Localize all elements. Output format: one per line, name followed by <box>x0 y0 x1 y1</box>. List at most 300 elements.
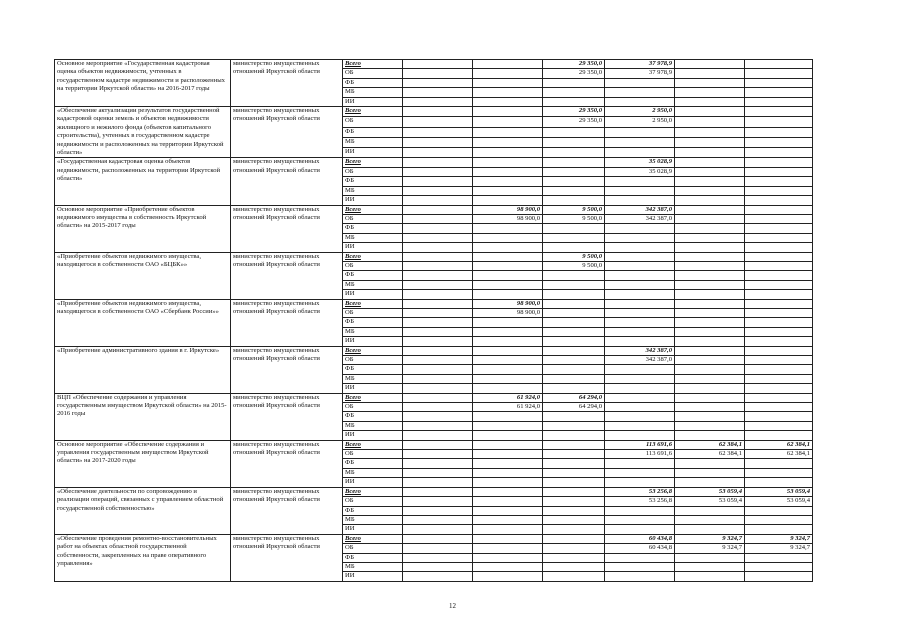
amount-cell <box>473 497 543 506</box>
amount-cell <box>745 525 813 534</box>
amount-cell <box>745 137 813 147</box>
amount-cell: 113 691,6 <box>605 440 675 449</box>
amount-cell <box>745 403 813 412</box>
amount-cell <box>403 261 473 270</box>
funding-source: ИИ <box>343 572 403 581</box>
amount-cell <box>473 468 543 477</box>
funding-source: ИИ <box>343 478 403 487</box>
amount-cell <box>675 117 745 127</box>
amount-cell <box>403 459 473 468</box>
amount-cell <box>745 308 813 317</box>
funding-source: Всего <box>343 534 403 543</box>
amount-cell <box>605 88 675 97</box>
funding-source: МБ <box>343 88 403 97</box>
funding-source: ОБ <box>343 450 403 459</box>
funding-source: Всего <box>343 487 403 496</box>
funding-source: ИИ <box>343 148 403 158</box>
amount-cell <box>675 148 745 158</box>
amount-cell <box>473 337 543 346</box>
amount-cell <box>675 177 745 186</box>
amount-cell <box>675 515 745 524</box>
amount-cell <box>543 167 605 176</box>
amount-cell <box>473 196 543 205</box>
funding-source: ФБ <box>343 365 403 374</box>
table-row <box>55 346 813 355</box>
amount-cell <box>543 233 605 242</box>
amount-cell <box>543 356 605 365</box>
amount-cell <box>403 384 473 393</box>
table-row <box>55 252 813 261</box>
funding-source: ОБ <box>343 308 403 317</box>
amount-cell <box>675 572 745 581</box>
responsible-executor: министерство имущественных отношений Иркутской области <box>231 252 343 299</box>
amount-cell <box>605 177 675 186</box>
amount-cell <box>605 290 675 299</box>
amount-cell <box>543 327 605 336</box>
funding-source: ФБ <box>343 506 403 515</box>
amount-cell <box>403 318 473 327</box>
funding-source: ФБ <box>343 127 403 137</box>
amount-cell <box>473 318 543 327</box>
amount-cell <box>605 148 675 158</box>
amount-cell: 62 384,1 <box>675 450 745 459</box>
amount-cell <box>675 214 745 223</box>
amount-cell <box>473 186 543 195</box>
amount-cell: 9 324,7 <box>745 534 813 543</box>
amount-cell: 9 500,0 <box>543 214 605 223</box>
amount-cell <box>605 78 675 87</box>
amount-cell <box>605 224 675 233</box>
amount-cell <box>745 167 813 176</box>
amount-cell: 60 434,8 <box>605 534 675 543</box>
table-row <box>55 440 813 449</box>
funding-source: Всего <box>343 346 403 355</box>
amount-cell <box>745 468 813 477</box>
table-row <box>55 393 813 402</box>
amount-cell <box>605 459 675 468</box>
funding-source: ИИ <box>343 431 403 440</box>
amount-cell <box>543 127 605 137</box>
activity-name: «Приобретение объектов недвижимого имущества, находящегося в собственности ОАО «Сбербанк России»» <box>55 299 231 346</box>
amount-cell: 53 059,4 <box>675 487 745 496</box>
amount-cell <box>745 186 813 195</box>
amount-cell: 29 350,0 <box>543 60 605 69</box>
amount-cell <box>473 431 543 440</box>
amount-cell <box>543 440 605 449</box>
amount-cell <box>473 356 543 365</box>
amount-cell <box>403 365 473 374</box>
funding-source: ОБ <box>343 356 403 365</box>
amount-cell <box>745 158 813 167</box>
amount-cell <box>675 562 745 571</box>
amount-cell <box>543 544 605 553</box>
amount-cell <box>473 421 543 430</box>
amount-cell <box>605 127 675 137</box>
funding-source: МБ <box>343 468 403 477</box>
amount-cell <box>675 365 745 374</box>
amount-cell <box>605 478 675 487</box>
amount-cell <box>745 148 813 158</box>
amount-cell <box>745 506 813 515</box>
amount-cell <box>605 233 675 242</box>
amount-cell <box>543 196 605 205</box>
amount-cell <box>605 280 675 289</box>
amount-cell <box>675 243 745 252</box>
amount-cell <box>605 393 675 402</box>
amount-cell <box>403 497 473 506</box>
amount-cell <box>745 88 813 97</box>
amount-cell <box>675 346 745 355</box>
amount-cell <box>745 280 813 289</box>
amount-cell <box>543 78 605 87</box>
funding-source: ФБ <box>343 224 403 233</box>
amount-cell <box>605 252 675 261</box>
activity-name: «Обеспечение проведения ремонтно-восстановительных работ на объектах областной государственной собственности, закрепленных на праве оперативного управления» <box>55 534 231 581</box>
funding-source: ИИ <box>343 290 403 299</box>
amount-cell: 98 900,0 <box>473 308 543 317</box>
amount-cell <box>675 127 745 137</box>
amount-cell <box>605 299 675 308</box>
amount-cell <box>403 78 473 87</box>
amount-cell: 29 350,0 <box>543 117 605 127</box>
amount-cell <box>473 412 543 421</box>
amount-cell <box>675 356 745 365</box>
amount-cell: 113 691,6 <box>605 450 675 459</box>
amount-cell <box>473 224 543 233</box>
amount-cell <box>745 346 813 355</box>
amount-cell <box>675 553 745 562</box>
amount-cell <box>473 525 543 534</box>
funding-source: ОБ <box>343 117 403 127</box>
amount-cell <box>605 196 675 205</box>
responsible-executor: министерство имущественных отношений Иркутской области <box>231 60 343 107</box>
amount-cell <box>473 167 543 176</box>
amount-cell: 53 256,8 <box>605 497 675 506</box>
amount-cell <box>605 337 675 346</box>
amount-cell: 342 387,0 <box>605 205 675 214</box>
amount-cell <box>543 468 605 477</box>
responsible-executor: министерство имущественных отношений Иркутской области <box>231 205 343 252</box>
amount-cell <box>473 544 543 553</box>
amount-cell <box>403 327 473 336</box>
amount-cell <box>675 261 745 270</box>
amount-cell <box>605 97 675 106</box>
funding-source: ИИ <box>343 196 403 205</box>
amount-cell <box>473 148 543 158</box>
amount-cell <box>543 384 605 393</box>
amount-cell <box>403 562 473 571</box>
amount-cell <box>473 60 543 69</box>
responsible-executor: министерство имущественных отношений Иркутской области <box>231 393 343 440</box>
amount-cell <box>605 374 675 383</box>
amount-cell <box>745 374 813 383</box>
amount-cell: 37 978,9 <box>605 60 675 69</box>
amount-cell <box>675 337 745 346</box>
funding-source: ОБ <box>343 544 403 553</box>
amount-cell <box>403 158 473 167</box>
amount-cell <box>403 403 473 412</box>
amount-cell <box>403 487 473 496</box>
amount-cell <box>745 459 813 468</box>
amount-cell <box>605 365 675 374</box>
amount-cell <box>745 421 813 430</box>
amount-cell <box>745 205 813 214</box>
amount-cell <box>745 393 813 402</box>
amount-cell <box>675 478 745 487</box>
amount-cell <box>605 271 675 280</box>
amount-cell <box>745 431 813 440</box>
amount-cell <box>473 553 543 562</box>
funding-source: МБ <box>343 280 403 289</box>
amount-cell <box>403 515 473 524</box>
amount-cell <box>403 450 473 459</box>
funding-source: ФБ <box>343 177 403 186</box>
amount-cell <box>675 421 745 430</box>
amount-cell <box>675 468 745 477</box>
amount-cell <box>473 271 543 280</box>
amount-cell <box>473 365 543 374</box>
amount-cell <box>675 403 745 412</box>
amount-cell <box>403 431 473 440</box>
activity-name: Основное мероприятие «Обеспечение содержания и управления государственным имуществом Иркутской области» на 2017-2020 годы <box>55 440 231 487</box>
amount-cell <box>403 393 473 402</box>
responsible-executor: министерство имущественных отношений Иркутской области <box>231 299 343 346</box>
amount-cell <box>403 233 473 242</box>
amount-cell <box>403 137 473 147</box>
amount-cell <box>543 299 605 308</box>
amount-cell <box>473 384 543 393</box>
funding-source: Всего <box>343 252 403 261</box>
amount-cell <box>473 177 543 186</box>
table-row <box>55 60 813 69</box>
amount-cell <box>605 318 675 327</box>
responsible-executor: министерство имущественных отношений Иркутской области <box>231 107 343 158</box>
funding-source: МБ <box>343 186 403 195</box>
funding-source: ОБ <box>343 69 403 78</box>
responsible-executor: министерство имущественных отношений Иркутской области <box>231 440 343 487</box>
amount-cell <box>473 158 543 167</box>
amount-cell <box>745 177 813 186</box>
amount-cell <box>403 290 473 299</box>
funding-source: МБ <box>343 515 403 524</box>
amount-cell <box>675 412 745 421</box>
funding-source: ОБ <box>343 497 403 506</box>
amount-cell <box>403 280 473 289</box>
funding-source: ФБ <box>343 78 403 87</box>
amount-cell: 2 950,0 <box>605 117 675 127</box>
funding-source: МБ <box>343 137 403 147</box>
amount-cell <box>675 78 745 87</box>
amount-cell: 29 350,0 <box>543 69 605 78</box>
amount-cell: 98 900,0 <box>473 299 543 308</box>
amount-cell <box>605 431 675 440</box>
amount-cell <box>403 243 473 252</box>
amount-cell <box>543 412 605 421</box>
amount-cell: 62 384,1 <box>745 440 813 449</box>
amount-cell <box>605 506 675 515</box>
amount-cell <box>473 243 543 252</box>
amount-cell <box>605 525 675 534</box>
amount-cell <box>543 290 605 299</box>
responsible-executor: министерство имущественных отношений Иркутской области <box>231 346 343 393</box>
amount-cell <box>543 365 605 374</box>
amount-cell: 342 387,0 <box>605 214 675 223</box>
amount-cell <box>543 224 605 233</box>
activity-name: ВЦП «Обеспечение содержания и управления государственным имуществом Иркутской области» на 2015-2016 годы <box>55 393 231 440</box>
funding-source: ОБ <box>343 167 403 176</box>
amount-cell <box>745 97 813 106</box>
amount-cell <box>605 384 675 393</box>
funding-source: ФБ <box>343 271 403 280</box>
amount-cell <box>473 327 543 336</box>
amount-cell <box>675 525 745 534</box>
amount-cell <box>543 88 605 97</box>
amount-cell <box>403 205 473 214</box>
funding-source: Всего <box>343 60 403 69</box>
amount-cell <box>403 252 473 261</box>
amount-cell <box>543 459 605 468</box>
amount-cell <box>675 506 745 515</box>
amount-cell: 9 500,0 <box>543 205 605 214</box>
amount-cell <box>745 290 813 299</box>
amount-cell <box>675 384 745 393</box>
funding-source: ФБ <box>343 553 403 562</box>
funding-source: ИИ <box>343 337 403 346</box>
amount-cell <box>403 69 473 78</box>
amount-cell <box>675 88 745 97</box>
amount-cell <box>403 572 473 581</box>
amount-cell <box>745 69 813 78</box>
amount-cell <box>675 137 745 147</box>
funding-source: ФБ <box>343 412 403 421</box>
funding-source: Всего <box>343 299 403 308</box>
amount-cell <box>543 553 605 562</box>
amount-cell <box>403 117 473 127</box>
amount-cell <box>543 487 605 496</box>
amount-cell: 53 256,8 <box>605 487 675 496</box>
activity-name: «Обеспечение деятельности по сопровождению и реализации операций, связанных с управлением областной государственной собственностью» <box>55 487 231 534</box>
amount-cell <box>473 88 543 97</box>
funding-source: МБ <box>343 562 403 571</box>
amount-cell <box>543 478 605 487</box>
amount-cell <box>473 459 543 468</box>
table-row <box>55 299 813 308</box>
responsible-executor: министерство имущественных отношений Иркутской области <box>231 158 343 205</box>
amount-cell <box>543 515 605 524</box>
amount-cell <box>543 280 605 289</box>
amount-cell <box>473 534 543 543</box>
amount-cell <box>543 97 605 106</box>
amount-cell <box>403 177 473 186</box>
funding-source: МБ <box>343 233 403 242</box>
activity-name: Основное мероприятие «Государственная кадастровая оценка объектов недвижимости, учтенных в государственном кадастре недвижимости и расположенных на территории Иркутской области» на 2016-2017 годы <box>55 60 231 107</box>
amount-cell <box>605 137 675 147</box>
amount-cell <box>543 450 605 459</box>
amount-cell <box>675 196 745 205</box>
amount-cell <box>473 487 543 496</box>
amount-cell <box>403 374 473 383</box>
amount-cell <box>543 562 605 571</box>
amount-cell <box>745 356 813 365</box>
amount-cell <box>473 127 543 137</box>
amount-cell <box>403 186 473 195</box>
amount-cell <box>473 280 543 289</box>
funding-source: МБ <box>343 421 403 430</box>
activity-name: «Приобретение объектов недвижимого имущества, находящегося в собственности ОАО «БЦБК»» <box>55 252 231 299</box>
funding-source: Всего <box>343 205 403 214</box>
amount-cell <box>403 506 473 515</box>
amount-cell <box>403 127 473 137</box>
amount-cell <box>403 421 473 430</box>
amount-cell: 53 059,4 <box>675 497 745 506</box>
amount-cell <box>675 393 745 402</box>
amount-cell <box>403 346 473 355</box>
amount-cell: 61 924,0 <box>473 393 543 402</box>
amount-cell <box>543 148 605 158</box>
amount-cell <box>473 233 543 242</box>
amount-cell <box>675 107 745 117</box>
amount-cell <box>605 421 675 430</box>
amount-cell <box>745 196 813 205</box>
funding-source: Всего <box>343 393 403 402</box>
amount-cell <box>745 515 813 524</box>
amount-cell <box>403 167 473 176</box>
responsible-executor: министерство имущественных отношений Иркутской области <box>231 534 343 581</box>
funding-source: ФБ <box>343 459 403 468</box>
amount-cell: 29 350,0 <box>543 107 605 117</box>
amount-cell <box>675 167 745 176</box>
amount-cell <box>473 261 543 270</box>
amount-cell: 35 028,9 <box>605 167 675 176</box>
amount-cell <box>473 97 543 106</box>
budget-table <box>54 59 813 582</box>
amount-cell <box>605 562 675 571</box>
amount-cell <box>403 299 473 308</box>
amount-cell <box>403 88 473 97</box>
responsible-executor: министерство имущественных отношений Иркутской области <box>231 487 343 534</box>
amount-cell <box>675 459 745 468</box>
table-row <box>55 158 813 167</box>
amount-cell <box>403 468 473 477</box>
amount-cell <box>745 127 813 137</box>
amount-cell <box>403 148 473 158</box>
table-row <box>55 534 813 543</box>
amount-cell: 342 387,0 <box>605 356 675 365</box>
amount-cell <box>543 243 605 252</box>
amount-cell <box>473 137 543 147</box>
amount-cell <box>543 308 605 317</box>
table-row <box>55 205 813 214</box>
amount-cell: 9 324,7 <box>675 534 745 543</box>
funding-source: Всего <box>343 440 403 449</box>
amount-cell <box>745 252 813 261</box>
amount-cell: 61 924,0 <box>473 403 543 412</box>
amount-cell <box>473 78 543 87</box>
amount-cell <box>473 572 543 581</box>
amount-cell <box>675 60 745 69</box>
amount-cell: 9 324,7 <box>745 544 813 553</box>
amount-cell <box>745 337 813 346</box>
amount-cell <box>675 224 745 233</box>
amount-cell: 9 500,0 <box>543 261 605 270</box>
amount-cell <box>403 271 473 280</box>
amount-cell <box>473 440 543 449</box>
amount-cell <box>605 553 675 562</box>
amount-cell <box>745 243 813 252</box>
amount-cell: 53 059,4 <box>745 497 813 506</box>
amount-cell: 9 324,7 <box>675 544 745 553</box>
amount-cell: 62 384,1 <box>675 440 745 449</box>
